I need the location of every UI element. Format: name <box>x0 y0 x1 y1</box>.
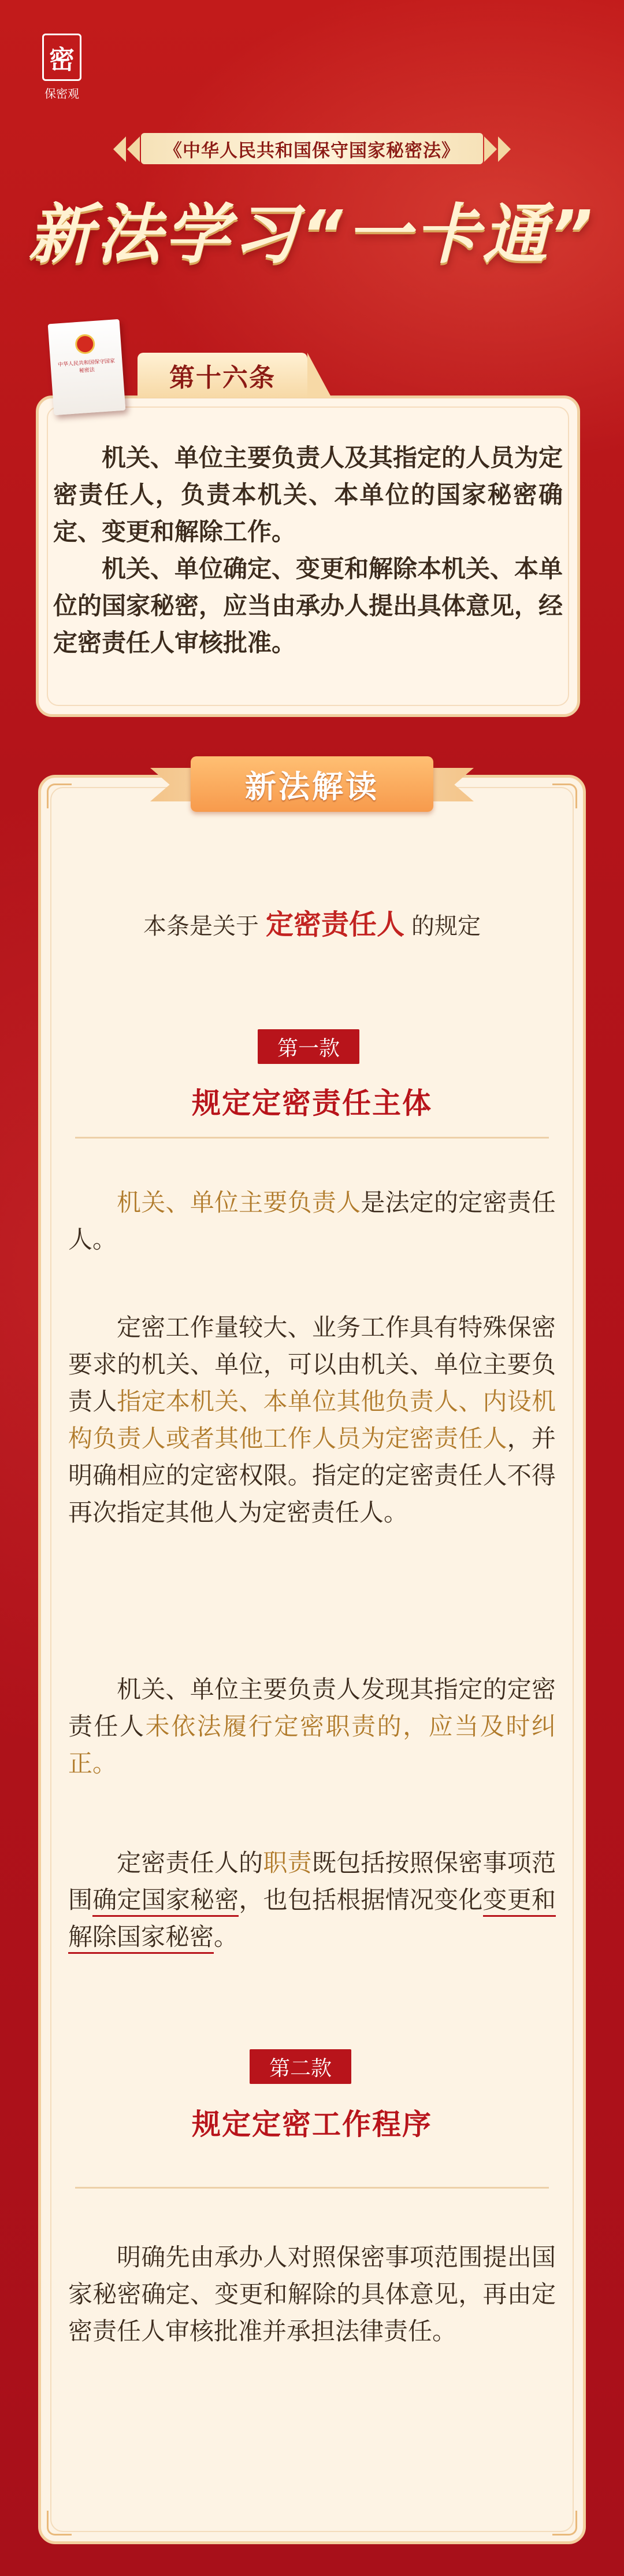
brand-logo <box>36 34 88 101</box>
interpretation-title: 新法解读 <box>245 768 379 805</box>
highlight-text: 职责 <box>263 1849 312 1877</box>
underlined-text: 变更和解除国家秘密 <box>68 1886 556 1954</box>
article-title: 第十六条 <box>169 363 276 393</box>
clause-1-paragraph-3 <box>68 1671 556 1782</box>
highlight-text: 机关、单位主要负责人 <box>117 1188 361 1217</box>
chevron-right-icon <box>484 136 497 162</box>
body-text: ，并明确相应的定密权限。指定的定密责任人不得再次指定其他人为定密责任人。 <box>68 1424 556 1527</box>
body-text: 定密责任人的 <box>117 1849 263 1877</box>
seal-icon <box>42 34 81 81</box>
article-tab <box>138 353 307 398</box>
corner-ornament <box>47 2511 72 2536</box>
article-paragraph-1: 机关、单位主要负责人及其指定的人员为定密责任人，负责本机关、本单位的国家秘密确定、变更和解除工作。 <box>53 443 563 546</box>
chevron-left-icon <box>127 136 140 162</box>
clause-1-paragraph-4 <box>68 1845 556 1956</box>
corner-ornament <box>47 783 72 808</box>
clause-1-title: 规定定密责任主体 <box>192 1086 432 1120</box>
body-text: 既包括按照保密事项范围 <box>68 1849 556 1914</box>
highlight-text: 指定本机关、本单位其他负责人、内设机构负责人或者其他工作人员为定密责任人 <box>68 1387 556 1453</box>
highlight-text: 未依法履行定密职责的，应当及时纠正。 <box>68 1712 556 1777</box>
intro-line <box>38 902 586 942</box>
corner-ornament <box>552 2511 577 2536</box>
clause-2-badge: 第二款 <box>250 2049 351 2084</box>
logo-label: 保密观 <box>44 87 79 101</box>
body-text: ，也包括根据情况变化 <box>239 1886 483 1914</box>
body-text: 是法定的定密责任人。 <box>68 1188 556 1254</box>
intro-highlight: 定密责任人 <box>265 908 404 941</box>
body-text: 定密工作量较大、业务工作具有特殊保密要求的机关、单位，可以由机关、单位主要负责人 <box>68 1313 556 1415</box>
body-text: 。 <box>214 1923 239 1951</box>
book-cover-text: 中华人民共和国保守国家秘密法 <box>57 358 116 374</box>
divider <box>75 1137 549 1139</box>
national-emblem-icon <box>75 334 95 354</box>
clause-1-badge: 第一款 <box>258 1029 359 1064</box>
chevron-left-icon <box>113 136 126 162</box>
clause-2-paragraph-1 <box>68 2239 556 2350</box>
law-book-icon <box>48 319 126 415</box>
clause-2-title: 规定定密工作程序 <box>192 2108 432 2141</box>
underlined-text: 确定国家秘密 <box>92 1886 239 1917</box>
divider <box>75 2187 549 2189</box>
logo-glyph: 密 <box>49 45 75 75</box>
intro-text: 本条是关于 <box>143 913 259 940</box>
article-paragraph-2: 机关、单位确定、变更和解除本机关、本单位的国家秘密，应当由承办人提出具体意见，经定密责任人审核批准。 <box>53 555 563 657</box>
interpretation-ribbon <box>150 756 474 812</box>
intro-text: 的规定 <box>411 913 481 940</box>
chevron-right-icon <box>498 136 511 162</box>
corner-ornament <box>552 783 577 808</box>
law-title-ribbon <box>113 131 511 167</box>
body-text: 机关、单位主要负责人发现其指定的定密责任人 <box>68 1675 556 1740</box>
law-title: 《中华人民共和国保守国家秘密法》 <box>164 140 460 161</box>
clause-1-paragraph-1 <box>68 1184 556 1258</box>
clause-1-paragraph-2 <box>68 1309 556 1531</box>
article-text <box>53 439 563 661</box>
body-text: 明确先由承办人对照保密事项范围提出国家秘密确定、变更和解除的具体意见，再由定密责任人审核批准并承担法律责任。 <box>68 2243 556 2345</box>
page-title: 新法学习“一卡通” <box>28 197 596 272</box>
